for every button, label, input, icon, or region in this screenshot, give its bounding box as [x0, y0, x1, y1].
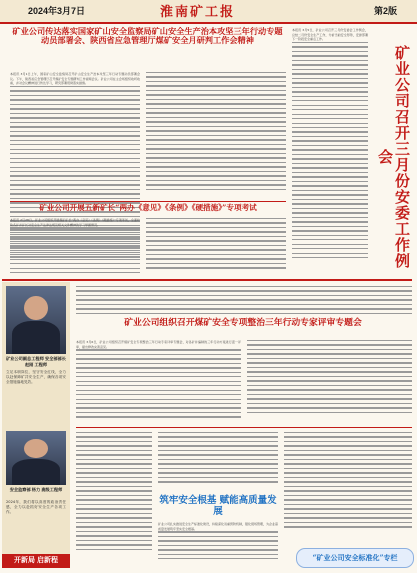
- masthead: 淮南矿工报: [160, 5, 236, 20]
- article-3-title: 矿业公司召开三月份安委工作例会: [376, 45, 411, 269]
- article-5-col3: [284, 432, 412, 544]
- divider: [10, 201, 286, 202]
- article-4-text: 本报讯 3月6日，矿业公司组织召开煤矿安全专项整治三年行动专家评审专题会，对各矿井编制的三年行动方案进行逐一评审，提出修改完善意见。: [76, 340, 241, 349]
- article-5-text: 矿业公司扎实推进安全生产标准化建设，持续深化双重预防机制，强化现场管理，为企业高质量发展筑牢坚实安全根基。: [158, 522, 278, 531]
- article-2-text: 本报讯 2月28日，矿业公司组织开展煤矿矿长“两办《意见》《条例》《硬措施》”专项考试，全面检验各矿井矿长对安全生产法律法规及相关文件精神的学习掌握情况。: [10, 218, 140, 227]
- portrait-1-caption: 矿业公司副总工程师 安全部部长 赵刚 工程师: [6, 356, 66, 367]
- article-5-col2b: [158, 522, 278, 566]
- article-4-title: 矿业公司组织召开煤矿安全专项整治三年行动专家评审专题会: [124, 318, 362, 328]
- article-3-body: [292, 28, 368, 278]
- divider-2: [76, 427, 412, 428]
- article-5-title: 筑牢安全根基 赋能高质量发展: [159, 495, 277, 517]
- article-3-text: 本报讯 3月5日，矿业公司召开三月份安委会工作例会，总结二月份安全生产工作，分析当前安全形势，安排部署下一阶段安全重点工作。: [292, 28, 368, 42]
- column-badge: “矿业公司安全标准化”专栏: [296, 548, 414, 568]
- portrait-photo-2: [6, 431, 66, 485]
- page-header: [0, 0, 417, 24]
- article-5-col1: [76, 432, 152, 566]
- section-divider: [2, 279, 412, 281]
- article-3-continued: [76, 286, 412, 316]
- article-2-body: [10, 218, 140, 276]
- article-2-title: 矿业公司开展五新矿长“两办《意见》《条例》《硬措施》”专项考试: [39, 203, 257, 212]
- issue-date: 2024年3月7日: [28, 6, 86, 16]
- article-5-col2: [158, 432, 278, 494]
- article-4-body: [76, 340, 241, 425]
- sidebar-quote-2: 2024年，我们将以高度的政治责任感，全力以赴抓好安全生产各项工作。: [6, 500, 66, 515]
- sidebar-ribbon: 开新局 启新程: [2, 554, 70, 568]
- portrait-2-caption: 安全监察部 杨力 高级工程师: [9, 487, 63, 492]
- article-4-body-col2: [247, 340, 412, 425]
- article-1-title: 矿业公司传达落实国家矿山安全监察局矿山安全生产治本攻坚三年行动专题动员部署会、陕西省应急管理厅煤矿安全月研判工作会精神: [12, 26, 283, 46]
- sidebar-quote-1: 立足本职岗位，坚守安全红线，全力以赴保障矿井安全生产，确保各项安全措施落地见效。: [6, 370, 66, 385]
- article-1-text: 本报讯 3月1日上午，国家矿山安全监察局召开矿山安全生产治本攻坚三年行动专题动员部署会议。下午，陕西省应急管理厅召开煤矿安全专题研判工作视频会议。矿业公司在主会场组织收听收看，并对会议精神进行传达学习，研究部署贯彻落实措施。: [10, 72, 140, 86]
- portrait-photo-1: [6, 286, 66, 354]
- page-number: 第2版: [373, 6, 397, 16]
- article-2-body-col2: [146, 218, 286, 276]
- article-1-body-col2: [146, 72, 286, 200]
